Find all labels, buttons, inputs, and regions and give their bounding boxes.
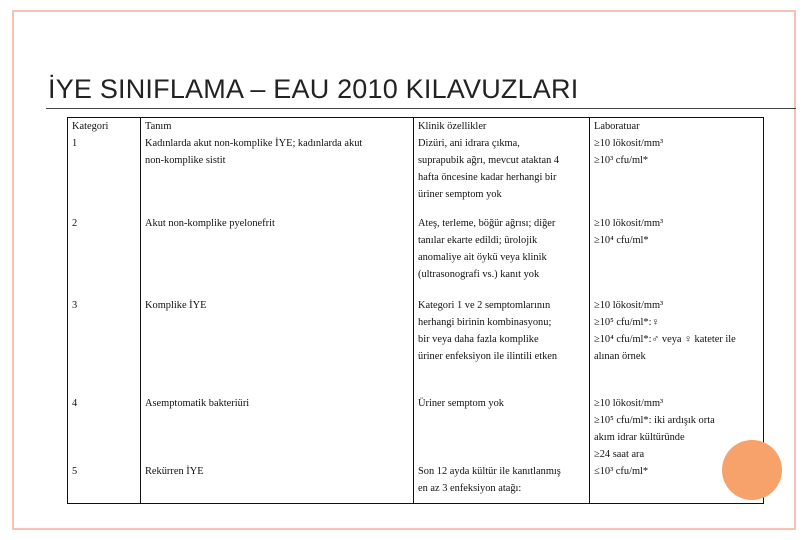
table-row	[68, 215, 764, 297]
clinical-cell	[414, 297, 590, 395]
clinical-cell-line: Dizüri, ani idrara çıkma,	[418, 138, 520, 149]
clinical-cell-line: tanılar ekarte edildi; ürolojik	[418, 235, 538, 246]
category-cell	[68, 297, 141, 395]
lab-cell-line: ≥24 saat ara	[594, 449, 645, 460]
lab-cell-line: ≥10⁵ cfu/ml*: iki ardışık orta	[594, 415, 715, 426]
clinical-cell-line: Üriner semptom yok	[418, 398, 504, 409]
definition-cell-line: Asemptomatik bakteriüri	[145, 398, 250, 409]
category-cell-line: 2	[72, 218, 78, 229]
lab-cell	[590, 215, 764, 297]
header-definition: Tanım Kadınlarda akut non-komplike İYE; kadınlarda akut non-komplike sistit	[141, 118, 414, 216]
definition-cell	[141, 297, 414, 395]
classification-table	[67, 117, 764, 504]
category-cell-line: 4	[72, 398, 78, 409]
lab-cell-line: ≥10 lökosit/mm³	[594, 218, 664, 229]
category-cell-line: 1	[72, 138, 78, 149]
lab-cell-line: alınan örnek	[594, 351, 646, 362]
clinical-cell	[414, 215, 590, 297]
lab-cell-line: ≥10 lökosit/mm³	[594, 398, 664, 409]
definition-cell-line: Rekürren İYE	[145, 466, 204, 477]
category-cell-line: 3	[72, 300, 78, 311]
lab-cell-line: ≥10⁵ cfu/ml*:♀	[594, 317, 660, 328]
clinical-cell-line: Son 12 ayda kültür ile kanıtlanmış	[418, 466, 561, 477]
clinical-cell	[414, 395, 590, 463]
lab-cell-line: ≤10³ cfu/ml*	[594, 466, 649, 477]
definition-cell	[141, 395, 414, 463]
lab-cell-line: ≥10 lökosit/mm³	[594, 138, 664, 149]
table-row	[68, 463, 764, 504]
lab-cell-line: ≥10 lökosit/mm³	[594, 300, 664, 311]
lab-cell-line: ≥10⁴ cfu/ml*:♂ veya ♀ kateter ile	[594, 334, 736, 345]
lab-cell-line: akım idrar kültüründe	[594, 432, 685, 443]
table-row	[68, 395, 764, 463]
clinical-cell-line: anomaliye ait öykü veya klinik	[418, 252, 547, 263]
definition-cell-line: Komplike İYE	[145, 300, 207, 311]
category-cell	[68, 215, 141, 297]
definition-cell	[141, 215, 414, 297]
slide-title: İYE SINIFLAMA – EAU 2010 KILAVUZLARI	[48, 74, 579, 104]
category-cell	[68, 395, 141, 463]
definition-cell-line: Kadınlarda akut non-komplike İYE; kadınlarda akut	[145, 138, 363, 149]
clinical-cell-line: en az 3 enfeksiyon atağı:	[418, 483, 522, 494]
definition-cell-line: non-komplike sistit	[145, 155, 226, 166]
table-row	[68, 297, 764, 395]
title-divider	[46, 108, 796, 109]
lab-cell	[590, 297, 764, 395]
lab-cell-line: ≥10⁴ cfu/ml*	[594, 235, 649, 246]
definition-cell	[141, 463, 414, 504]
clinical-cell-line: Kategori 1 ve 2 semptomlarının	[418, 300, 551, 311]
table-header-row	[68, 118, 764, 216]
clinical-cell	[414, 463, 590, 504]
clinical-cell-line: hafta öncesine kadar herhangi bir	[418, 172, 557, 183]
clinical-cell-line: üriner enfeksiyon ile ilintili etken	[418, 351, 558, 362]
clinical-cell-line: suprapubik ağrı, mevcut ataktan 4	[418, 155, 560, 166]
lab-cell-line: ≥10³ cfu/ml*	[594, 155, 649, 166]
category-cell-line: 5	[72, 466, 78, 477]
clinical-cell-line: (ultrasonografi vs.) kanıt yok	[418, 269, 540, 280]
clinical-cell-line: bir veya daha fazla komplike	[418, 334, 539, 345]
header-category: Kategori 1	[68, 118, 141, 216]
clinical-cell-line: herhangi birinin kombinasyonu;	[418, 317, 552, 328]
decorative-circle	[722, 440, 782, 500]
header-clinical: Klinik özellikler Dizüri, ani idrara çıkma, suprapubik ağrı, mevcut ataktan 4 hafta öncesine kadar herhangi bir üriner semptom yok	[414, 118, 590, 216]
category-cell	[68, 463, 141, 504]
header-lab: Laboratuar ≥10 lökosit/mm³ ≥10³ cfu/ml*	[590, 118, 764, 216]
clinical-cell-line: üriner semptom yok	[418, 189, 502, 200]
clinical-cell-line: Ateş, terleme, böğür ağrısı; diğer	[418, 218, 556, 229]
definition-cell-line: Akut non-komplike pyelonefrit	[145, 218, 275, 229]
